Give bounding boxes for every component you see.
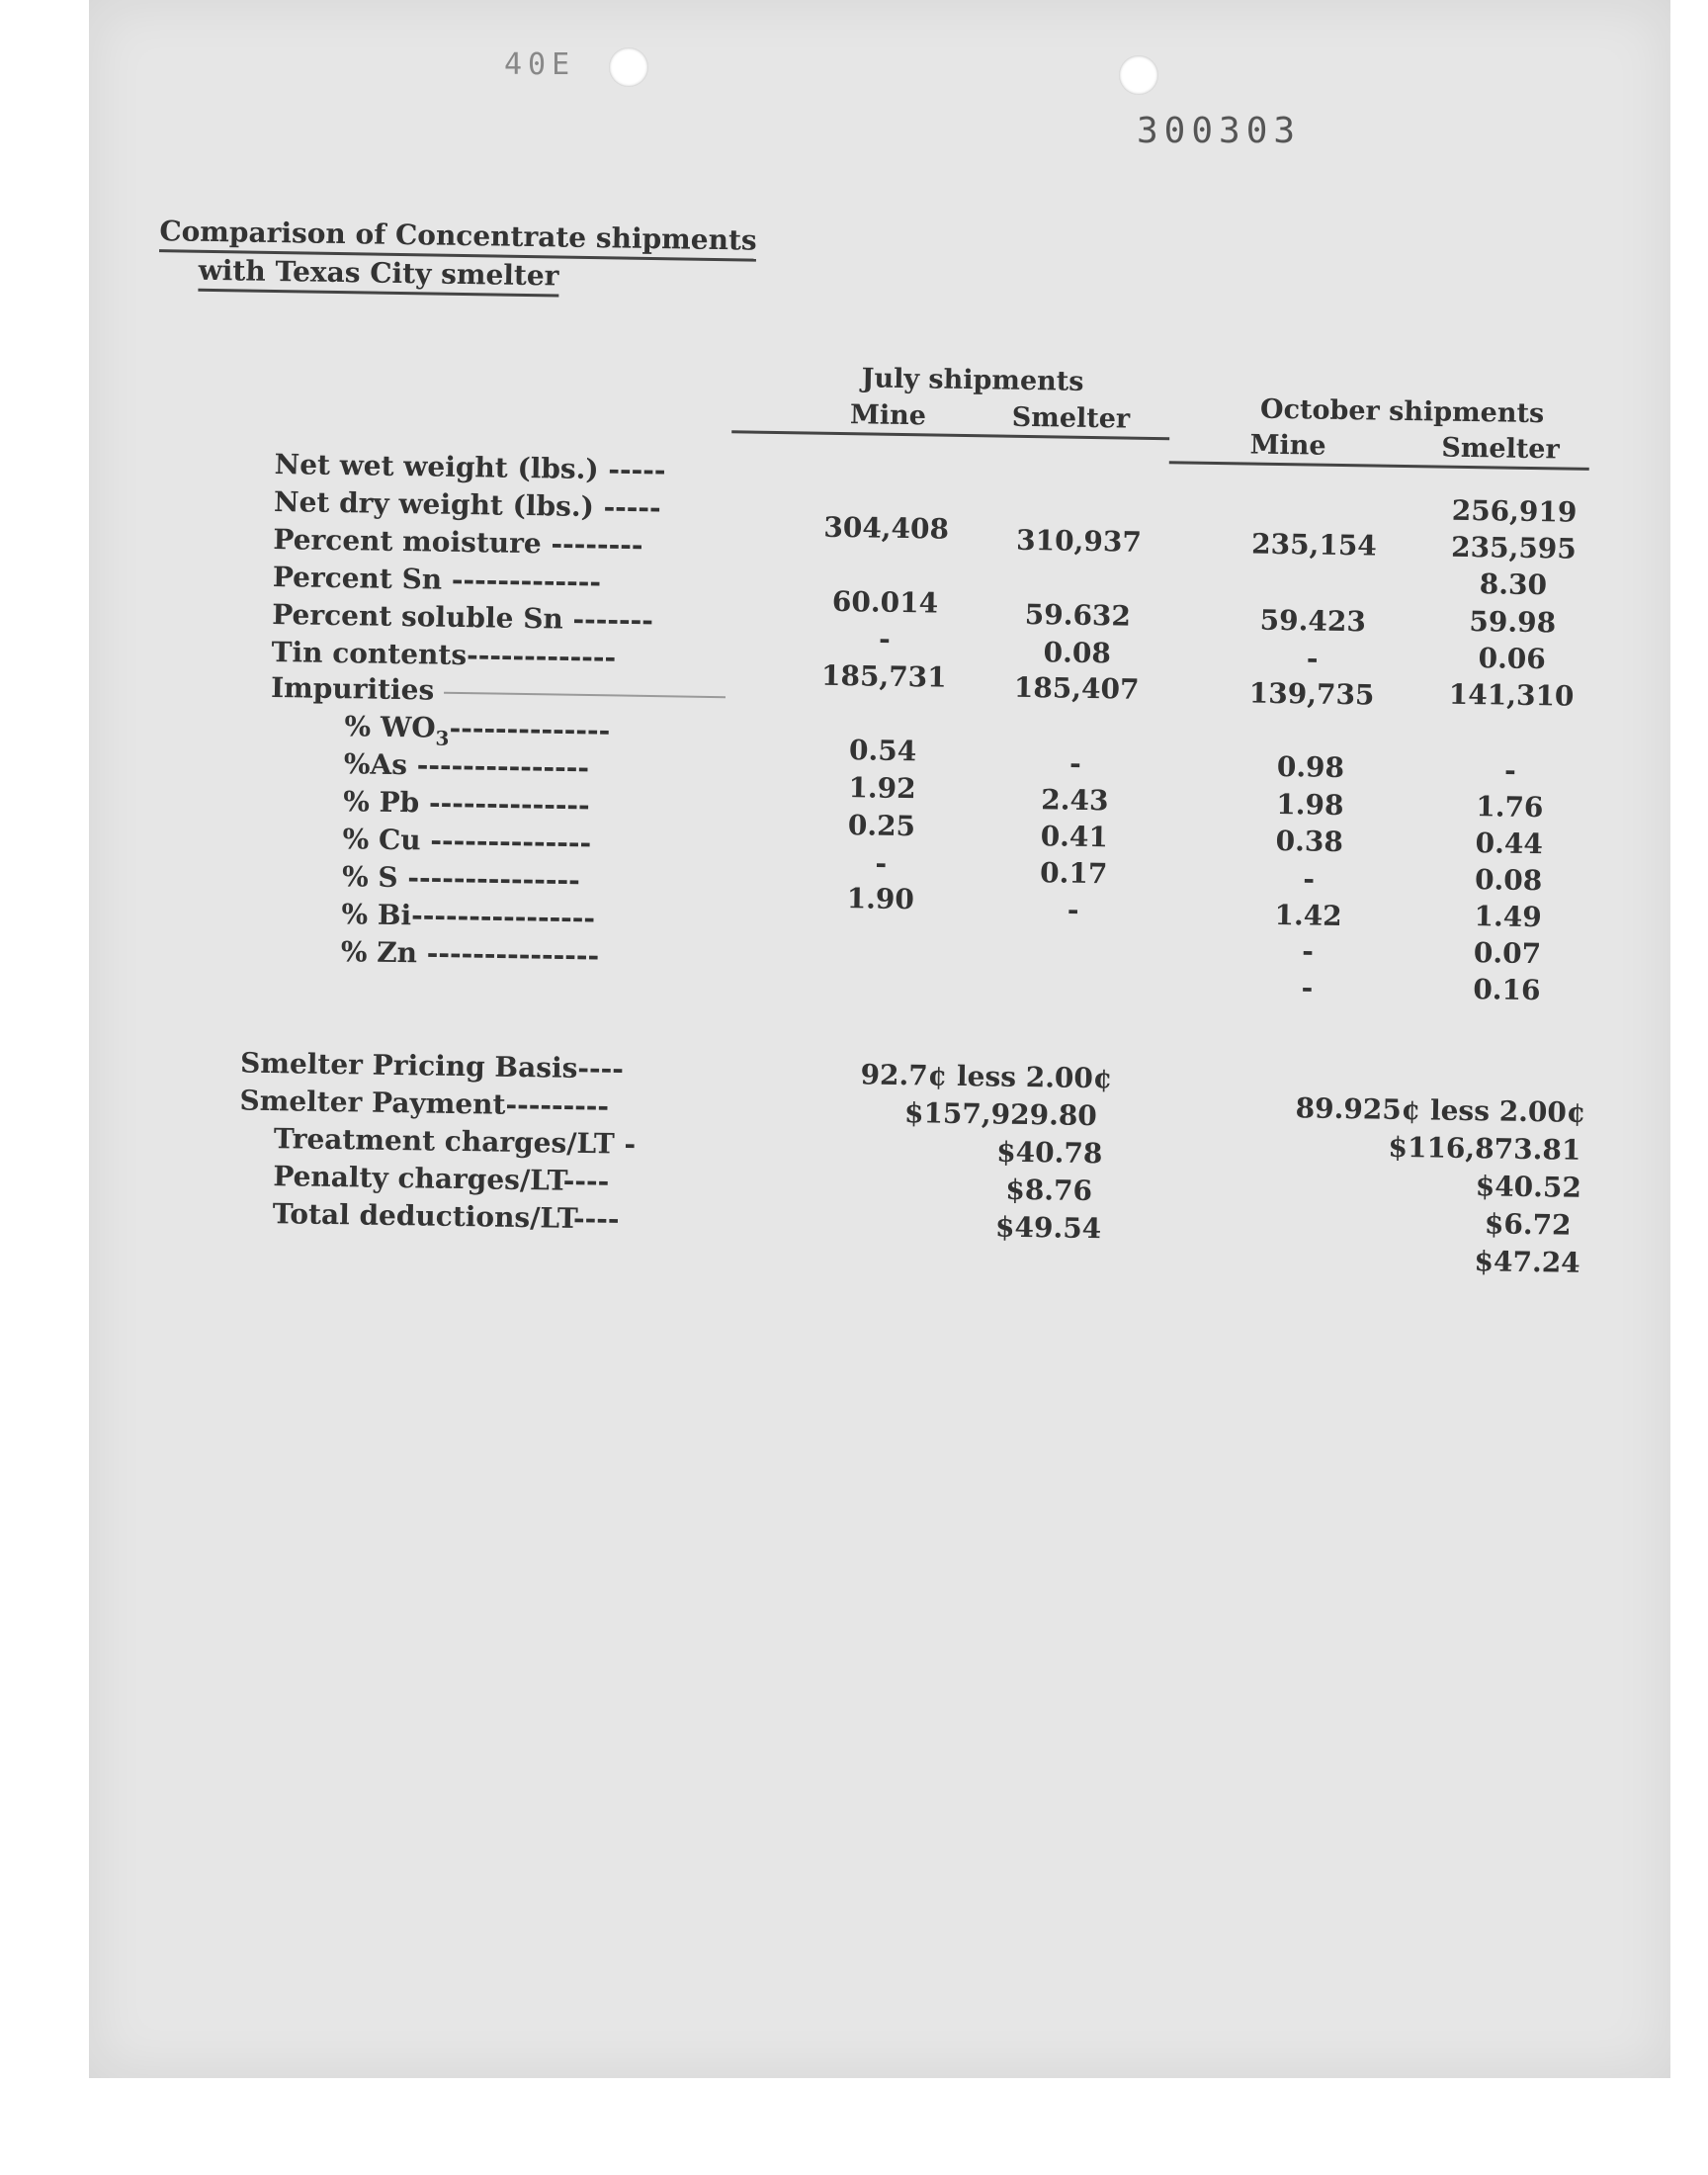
stamp-number-left: 40E — [504, 47, 576, 82]
document-content — [89, 0, 1670, 2078]
october-mine-value: 1.98 — [1276, 787, 1344, 823]
october-mine-value: 235,154 — [1250, 527, 1378, 563]
october-smelter-value: 0.08 — [1474, 863, 1543, 898]
document-title — [158, 214, 802, 301]
july-mine-value: 304,408 — [823, 510, 950, 546]
july-smelter-value: - — [1067, 893, 1079, 926]
label-wo3-subscript: 3 — [435, 726, 450, 750]
july-smelter-value: 185,407 — [1013, 670, 1140, 706]
july-smelter-value: 0.41 — [1040, 820, 1109, 854]
october-smelter-value: 8.30 — [1479, 567, 1548, 602]
july-mine-value: - — [878, 622, 892, 655]
impurities-rule — [444, 691, 726, 697]
october-mine-value: 0.98 — [1276, 749, 1345, 785]
october-mine-heading: Mine — [1249, 429, 1326, 462]
october-smelter-value: 0.44 — [1475, 826, 1544, 861]
document-page — [89, 0, 1670, 2078]
title-line-1: Comparison of Concentrate shipments — [159, 214, 757, 261]
label-smelter-payment: Smelter Payment--------- — [239, 1084, 610, 1123]
july-mine-heading: Mine — [849, 399, 927, 432]
october-smelter-value: - — [1503, 753, 1517, 787]
label-wo3-dashes: -------------- — [449, 711, 611, 747]
july-smelter-value: - — [1068, 746, 1082, 780]
title-line-2: with Texas City smelter — [198, 253, 558, 298]
label-penalty-charges: Penalty charges/LT---- — [273, 1160, 610, 1198]
october-pricing-basis: 89.925¢ less 2.00¢ — [1295, 1091, 1586, 1129]
label-total-deductions: Total deductions/LT---- — [272, 1197, 620, 1236]
label-impurities-text: Impurities — [270, 670, 435, 707]
october-smelter-value: 59.98 — [1469, 605, 1557, 640]
label-percent-soluble-sn: Percent soluble Sn ------- — [272, 597, 654, 638]
label-pb: % Pb -------------- — [343, 785, 590, 823]
july-mine-value: 1.90 — [846, 882, 915, 916]
label-cu: % Cu -------------- — [342, 823, 592, 860]
july-treatment-charges: $40.78 — [995, 1135, 1103, 1171]
october-smelter-value: 0.16 — [1473, 973, 1541, 1007]
july-mine-value: 0.25 — [847, 809, 916, 843]
october-total-deductions: $47.24 — [1474, 1245, 1580, 1279]
label-wo3-text: % WO — [344, 710, 436, 744]
july-smelter-payment: $157,929.80 — [903, 1096, 1098, 1133]
label-zn: % Zn --------------- — [340, 935, 600, 973]
october-mine-value: 1.42 — [1274, 898, 1342, 933]
october-smelter-value: 256,919 — [1451, 493, 1578, 529]
stamp-number-right: 300303 — [1137, 111, 1302, 151]
label-net-dry-weight: Net dry weight (lbs.) ----- — [273, 485, 661, 525]
label-net-wet-weight: Net wet weight (lbs.) ----- — [274, 448, 666, 487]
october-smelter-value: 235,595 — [1450, 530, 1578, 566]
label-percent-sn: Percent Sn ------------- — [272, 560, 602, 599]
october-mine-value: - — [1301, 934, 1315, 968]
october-smelter-value: 1.76 — [1475, 790, 1544, 825]
july-penalty-charges: $8.76 — [1005, 1173, 1093, 1208]
july-smelter-value: 0.17 — [1039, 856, 1108, 891]
july-shipments-heading: July shipments — [861, 363, 1084, 397]
october-smelter-heading: Smelter — [1441, 432, 1560, 466]
july-mine-value: 60.014 — [831, 584, 939, 620]
october-smelter-value: 0.07 — [1473, 936, 1542, 971]
july-smelter-value: 310,937 — [1015, 523, 1143, 559]
july-mine-value: 0.54 — [848, 734, 917, 768]
october-mine-value: - — [1306, 642, 1319, 675]
october-mine-value: 139,735 — [1248, 676, 1375, 712]
label-tin-contents: Tin contents------------- — [271, 635, 617, 674]
october-mine-value: 0.38 — [1275, 824, 1344, 859]
october-mine-value: 59.423 — [1259, 603, 1367, 639]
july-smelter-value: 0.08 — [1043, 636, 1112, 670]
label-treatment-charges: Treatment charges/LT - — [273, 1122, 637, 1161]
july-smelter-value: 2.43 — [1041, 783, 1109, 818]
october-smelter-value: 0.06 — [1478, 642, 1547, 676]
july-total-deductions: $49.54 — [994, 1210, 1102, 1246]
october-smelter-value: 141,310 — [1448, 677, 1575, 713]
july-mine-value: 185,731 — [820, 658, 947, 694]
label-s: % S --------------- — [341, 860, 580, 897]
october-mine-value: - — [1301, 971, 1314, 1004]
october-smelter-payment: $116,873.81 — [1388, 1130, 1581, 1167]
july-pricing-basis: 92.7¢ less 2.00¢ — [860, 1058, 1113, 1095]
october-penalty-charges: $6.72 — [1484, 1207, 1572, 1242]
october-treatment-charges: $40.52 — [1475, 1170, 1582, 1204]
label-as: %As --------------- — [343, 747, 590, 785]
july-smelter-heading: Smelter — [1011, 401, 1131, 435]
july-mine-value: 1.92 — [848, 771, 916, 806]
july-smelter-value: 59.632 — [1024, 597, 1132, 633]
label-bi: % Bi---------------- — [341, 898, 596, 935]
october-mine-value: - — [1303, 862, 1316, 896]
label-wo3 — [344, 710, 610, 752]
label-impurities — [271, 671, 726, 711]
label-pricing-basis: Smelter Pricing Basis---- — [239, 1046, 625, 1086]
october-shipments-heading: October shipments — [1259, 393, 1545, 430]
label-percent-moisture: Percent moisture -------- — [273, 522, 643, 562]
october-smelter-value: 1.49 — [1474, 900, 1542, 934]
july-mine-value: - — [875, 846, 888, 880]
